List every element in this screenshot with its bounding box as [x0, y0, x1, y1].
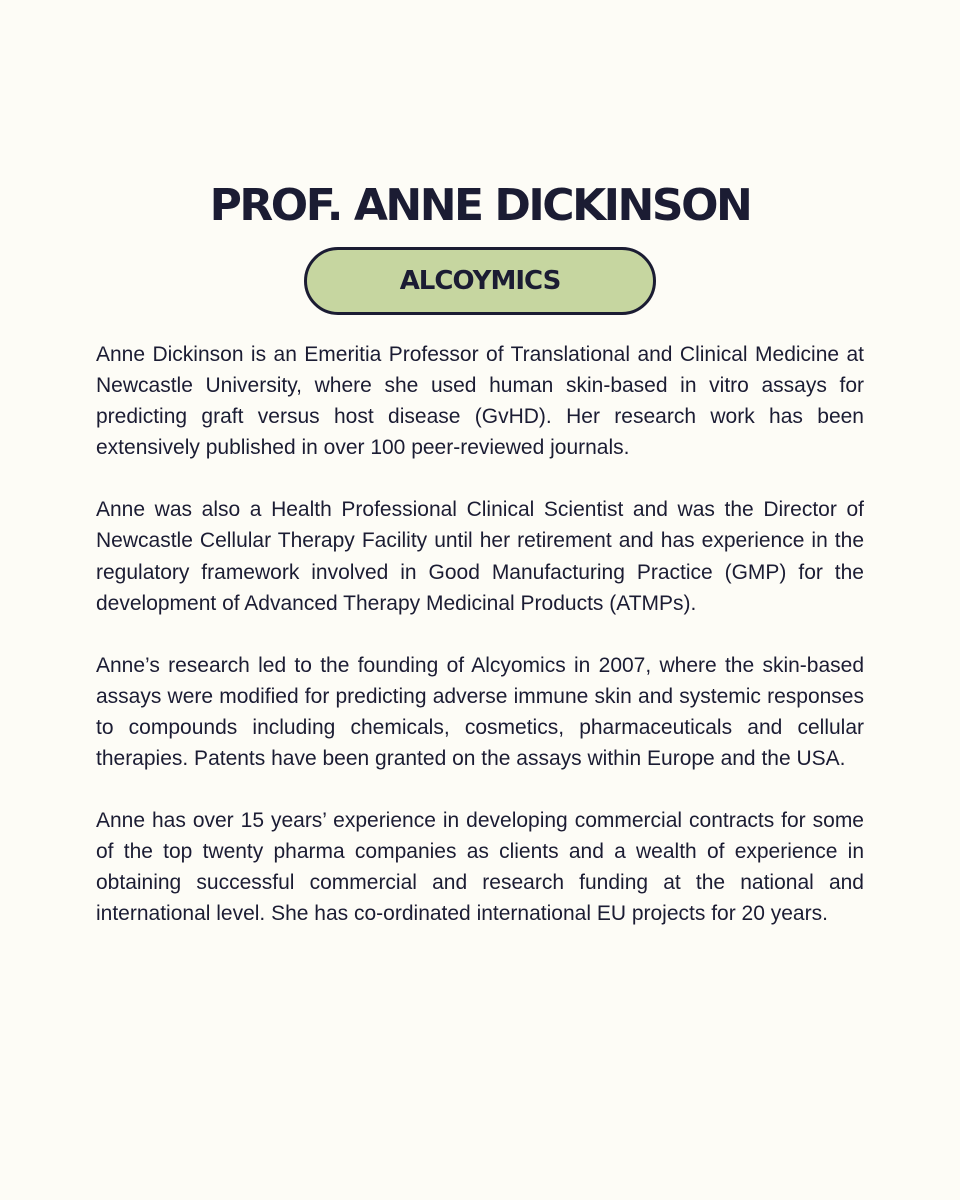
company-badge — [304, 247, 656, 315]
company-badge-label: ALCOYMICS — [399, 266, 561, 296]
bio-paragraph: Anne’s research led to the founding of Alcyomics in 2007, where the skin-based assays were modified for predicting adverse immune skin and systemic responses to compounds including chemicals, cosmetics, pharmaceuticals and cellular therapies. Patents have been granted on the assays within Europe and the USA. — [96, 653, 864, 771]
page-title: PROF. ANNE DICKINSON — [209, 180, 751, 231]
bio-paragraph: Anne was also a Health Professional Clinical Scientist and was the Director of Newcastle Cellular Therapy Facility until her retirement and has experience in the regulatory framework involved in Good Manufacturing Practice (GMP) for the development of Advanced Therapy Medicinal Products (ATMPs). — [96, 498, 864, 615]
bio-paragraph: Anne has over 15 years’ experience in developing commercial contracts for some of the top twenty pharma companies as clients and a wealth of experience in obtaining successful commercial and research funding at the national and international level. She has co-ordinated international EU projects for 20 years. — [96, 809, 864, 926]
biography — [96, 339, 864, 961]
bio-paragraph: Anne Dickinson is an Emeritia Professor of Translational and Clinical Medicine at Newcastle University, where she used human skin-based in vitro assays for predicting graft versus host disease (GvHD). Her research work has been extensively published in over 100 peer-reviewed journals. — [96, 343, 864, 460]
